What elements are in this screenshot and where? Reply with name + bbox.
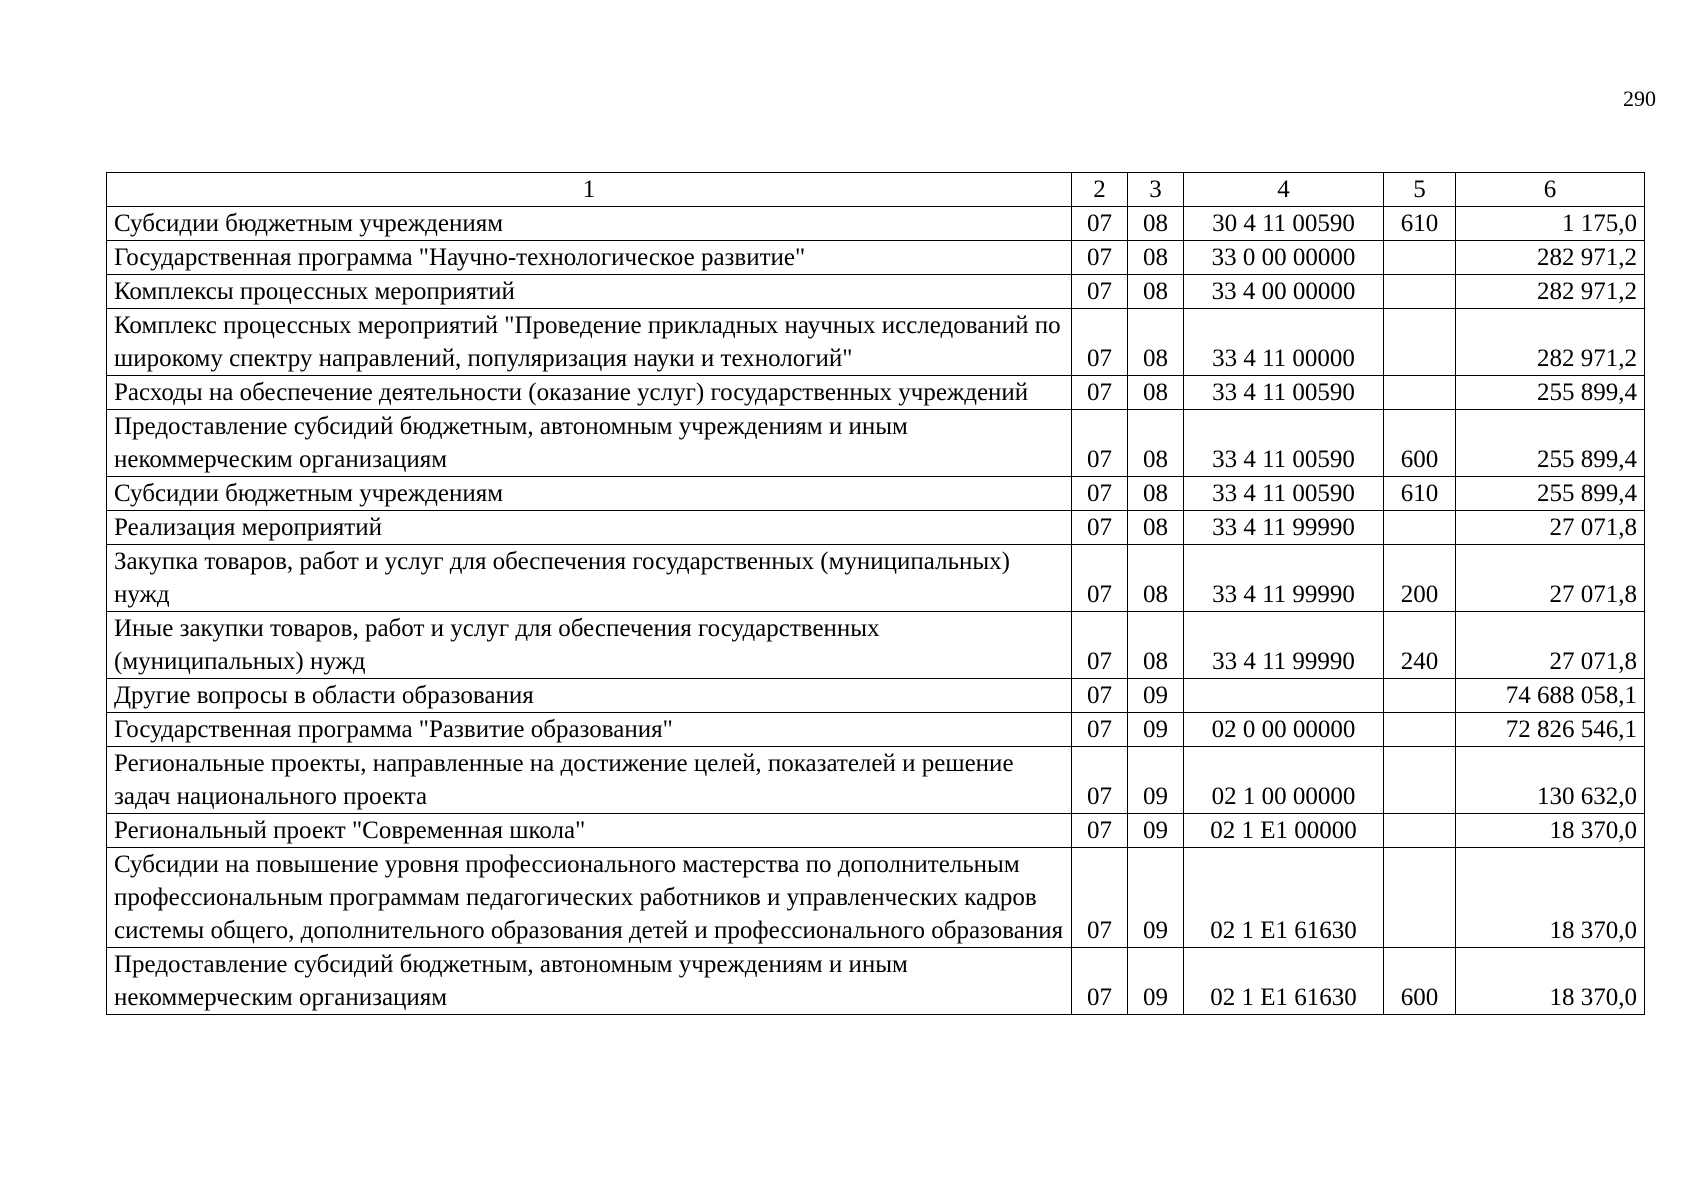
- amount-cell: 27 071,8: [1456, 511, 1645, 545]
- amount-cell: 255 899,4: [1456, 410, 1645, 477]
- row-name-cell: Реализация мероприятий: [107, 511, 1072, 545]
- subsection-code-cell: 08: [1128, 477, 1184, 511]
- target-article-cell: 33 4 00 00000: [1184, 275, 1384, 309]
- expense-type-cell: 200: [1384, 545, 1456, 612]
- section-code-cell: 07: [1072, 545, 1128, 612]
- expense-type-cell: [1384, 747, 1456, 814]
- table-row: [107, 747, 1645, 814]
- target-article-cell: 33 4 11 00590: [1184, 477, 1384, 511]
- row-name-cell: Предоставление субсидий бюджетным, автономным учреждениям и иным некоммерческим организациям: [107, 948, 1072, 1015]
- row-name-cell: Государственная программа "Научно-технологическое развитие": [107, 241, 1072, 275]
- table-row: [107, 410, 1645, 477]
- expense-type-cell: 600: [1384, 410, 1456, 477]
- amount-cell: 1 175,0: [1456, 207, 1645, 241]
- section-code-cell: 07: [1072, 376, 1128, 410]
- target-article-cell: 02 1 E1 61630: [1184, 848, 1384, 948]
- table-row: [107, 511, 1645, 545]
- target-article-cell: [1184, 679, 1384, 713]
- amount-cell: 282 971,2: [1456, 309, 1645, 376]
- header-col-2: 2: [1072, 173, 1128, 207]
- row-name-cell: Субсидии на повышение уровня профессионального мастерства по дополнительным профессиональным программам педагогических работников и управленческих кадров системы общего, дополнительного образования детей и профессионального образования: [107, 848, 1072, 948]
- row-name-cell: Другие вопросы в области образования: [107, 679, 1072, 713]
- subsection-code-cell: 08: [1128, 612, 1184, 679]
- row-name-cell: Предоставление субсидий бюджетным, автономным учреждениям и иным некоммерческим организациям: [107, 410, 1072, 477]
- page-number: 290: [1623, 86, 1656, 111]
- section-code-cell: 07: [1072, 511, 1128, 545]
- row-name-cell: Комплексы процессных мероприятий: [107, 275, 1072, 309]
- expense-type-cell: [1384, 241, 1456, 275]
- section-code-cell: 07: [1072, 747, 1128, 814]
- subsection-code-cell: 09: [1128, 814, 1184, 848]
- section-code-cell: 07: [1072, 814, 1128, 848]
- subsection-code-cell: 08: [1128, 511, 1184, 545]
- amount-cell: 18 370,0: [1456, 814, 1645, 848]
- row-name-cell: Региональный проект "Современная школа": [107, 814, 1072, 848]
- subsection-code-cell: 09: [1128, 948, 1184, 1015]
- section-code-cell: 07: [1072, 241, 1128, 275]
- budget-table: [106, 172, 1645, 1015]
- amount-cell: 27 071,8: [1456, 545, 1645, 612]
- amount-cell: 74 688 058,1: [1456, 679, 1645, 713]
- row-name-cell: Расходы на обеспечение деятельности (оказание услуг) государственных учреждений: [107, 376, 1072, 410]
- amount-cell: 18 370,0: [1456, 948, 1645, 1015]
- header-col-1: 1: [107, 173, 1072, 207]
- expense-type-cell: [1384, 848, 1456, 948]
- target-article-cell: 33 4 11 99990: [1184, 511, 1384, 545]
- target-article-cell: 33 0 00 00000: [1184, 241, 1384, 275]
- row-name-cell: Субсидии бюджетным учреждениям: [107, 207, 1072, 241]
- amount-cell: 18 370,0: [1456, 848, 1645, 948]
- target-article-cell: 33 4 11 00590: [1184, 410, 1384, 477]
- amount-cell: 255 899,4: [1456, 477, 1645, 511]
- table-row: [107, 207, 1645, 241]
- header-col-4: 4: [1184, 173, 1384, 207]
- amount-cell: 255 899,4: [1456, 376, 1645, 410]
- section-code-cell: 07: [1072, 713, 1128, 747]
- expense-type-cell: 600: [1384, 948, 1456, 1015]
- table-row: [107, 848, 1645, 948]
- section-code-cell: 07: [1072, 948, 1128, 1015]
- expense-type-cell: [1384, 511, 1456, 545]
- expense-type-cell: 610: [1384, 477, 1456, 511]
- table-row: [107, 376, 1645, 410]
- amount-cell: 72 826 546,1: [1456, 713, 1645, 747]
- table-row: [107, 477, 1645, 511]
- target-article-cell: 33 4 11 99990: [1184, 612, 1384, 679]
- expense-type-cell: [1384, 814, 1456, 848]
- section-code-cell: 07: [1072, 679, 1128, 713]
- table-row: [107, 713, 1645, 747]
- row-name-cell: Региональные проекты, направленные на достижение целей, показателей и решение задач национального проекта: [107, 747, 1072, 814]
- target-article-cell: 33 4 11 00000: [1184, 309, 1384, 376]
- row-name-cell: Закупка товаров, работ и услуг для обеспечения государственных (муниципальных) нужд: [107, 545, 1072, 612]
- amount-cell: 27 071,8: [1456, 612, 1645, 679]
- expense-type-cell: [1384, 713, 1456, 747]
- subsection-code-cell: 08: [1128, 309, 1184, 376]
- subsection-code-cell: 08: [1128, 410, 1184, 477]
- table-header-row: [107, 173, 1645, 207]
- row-name-cell: Государственная программа "Развитие образования": [107, 713, 1072, 747]
- expense-type-cell: [1384, 275, 1456, 309]
- subsection-code-cell: 08: [1128, 376, 1184, 410]
- row-name-cell: Комплекс процессных мероприятий "Проведение прикладных научных исследований по широкому спектру направлений, популяризация науки и технологий": [107, 309, 1072, 376]
- amount-cell: 130 632,0: [1456, 747, 1645, 814]
- subsection-code-cell: 08: [1128, 275, 1184, 309]
- subsection-code-cell: 09: [1128, 747, 1184, 814]
- target-article-cell: 02 1 E1 61630: [1184, 948, 1384, 1015]
- subsection-code-cell: 09: [1128, 679, 1184, 713]
- row-name-cell: Иные закупки товаров, работ и услуг для обеспечения государственных (муниципальных) нужд: [107, 612, 1072, 679]
- section-code-cell: 07: [1072, 477, 1128, 511]
- table-row: [107, 545, 1645, 612]
- section-code-cell: 07: [1072, 275, 1128, 309]
- row-name-cell: Субсидии бюджетным учреждениям: [107, 477, 1072, 511]
- target-article-cell: 02 1 00 00000: [1184, 747, 1384, 814]
- header-col-5: 5: [1384, 173, 1456, 207]
- section-code-cell: 07: [1072, 848, 1128, 948]
- header-col-3: 3: [1128, 173, 1184, 207]
- subsection-code-cell: 09: [1128, 848, 1184, 948]
- expense-type-cell: [1384, 679, 1456, 713]
- section-code-cell: 07: [1072, 309, 1128, 376]
- table-row: [107, 814, 1645, 848]
- target-article-cell: 02 1 E1 00000: [1184, 814, 1384, 848]
- expense-type-cell: [1384, 376, 1456, 410]
- expense-type-cell: 610: [1384, 207, 1456, 241]
- subsection-code-cell: 08: [1128, 545, 1184, 612]
- table-row: [107, 275, 1645, 309]
- amount-cell: 282 971,2: [1456, 275, 1645, 309]
- subsection-code-cell: 08: [1128, 241, 1184, 275]
- header-col-6: 6: [1456, 173, 1645, 207]
- amount-cell: 282 971,2: [1456, 241, 1645, 275]
- target-article-cell: 02 0 00 00000: [1184, 713, 1384, 747]
- section-code-cell: 07: [1072, 410, 1128, 477]
- subsection-code-cell: 09: [1128, 713, 1184, 747]
- section-code-cell: 07: [1072, 612, 1128, 679]
- target-article-cell: 33 4 11 99990: [1184, 545, 1384, 612]
- table-row: [107, 309, 1645, 376]
- table-row: [107, 241, 1645, 275]
- table-row: [107, 612, 1645, 679]
- target-article-cell: 33 4 11 00590: [1184, 376, 1384, 410]
- section-code-cell: 07: [1072, 207, 1128, 241]
- expense-type-cell: [1384, 309, 1456, 376]
- subsection-code-cell: 08: [1128, 207, 1184, 241]
- table-row: [107, 948, 1645, 1015]
- expense-type-cell: 240: [1384, 612, 1456, 679]
- target-article-cell: 30 4 11 00590: [1184, 207, 1384, 241]
- table-row: [107, 679, 1645, 713]
